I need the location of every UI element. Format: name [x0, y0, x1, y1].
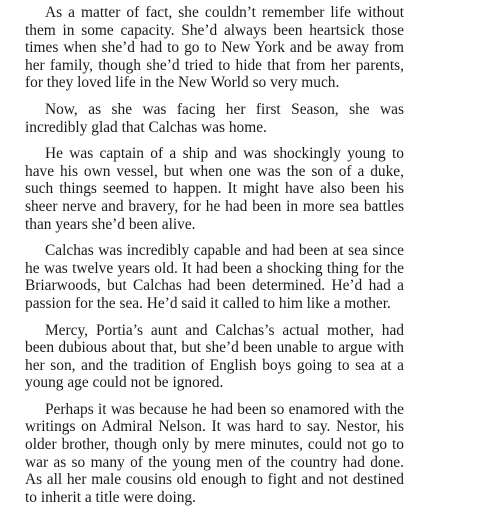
paragraph: Now, as she was facing her first Season, she was incredibly glad that Calchas was home.	[25, 100, 404, 136]
paragraph: Perhaps it was because he had been so enamored with the writings on Admiral Nelson. It was hard to say. Nestor, his older brother, though only by mere minutes, could not go to war as so many of the young men of the country had done. As all her male cousins old enough to fight and not destined to inherit a title were doing.	[25, 400, 404, 506]
paragraph: Calchas was incredibly capable and had been at sea since he was twelve years old. It had been a shocking thing for the Briarwoods, but Calchas had been determined. He’d had a passion for the sea. He’d said it called to him like a mother.	[25, 242, 404, 312]
paragraph: He was captain of a ship and was shockingly young to have his own vessel, but when one was the son of a duke, such things seemed to happen. It might have also been his sheer nerve and bravery, for he had been in more sea battles than years she’d been alive.	[25, 145, 404, 233]
paragraph: As a matter of fact, she couldn’t remember life without them in some capacity. She’d always been heartsick those times when she’d had to go to New York and be away from her family, though she’d tried to hide that from her parents, for they loved life in the New World so very much.	[25, 4, 404, 92]
paragraph: Mercy, Portia’s aunt and Calchas’s actual mother, had been dubious about that, but she’d been unable to argue with her son, and the tradition of English boys going to sea at a young age could not be ignored.	[25, 321, 404, 392]
page-text	[25, 4, 404, 506]
